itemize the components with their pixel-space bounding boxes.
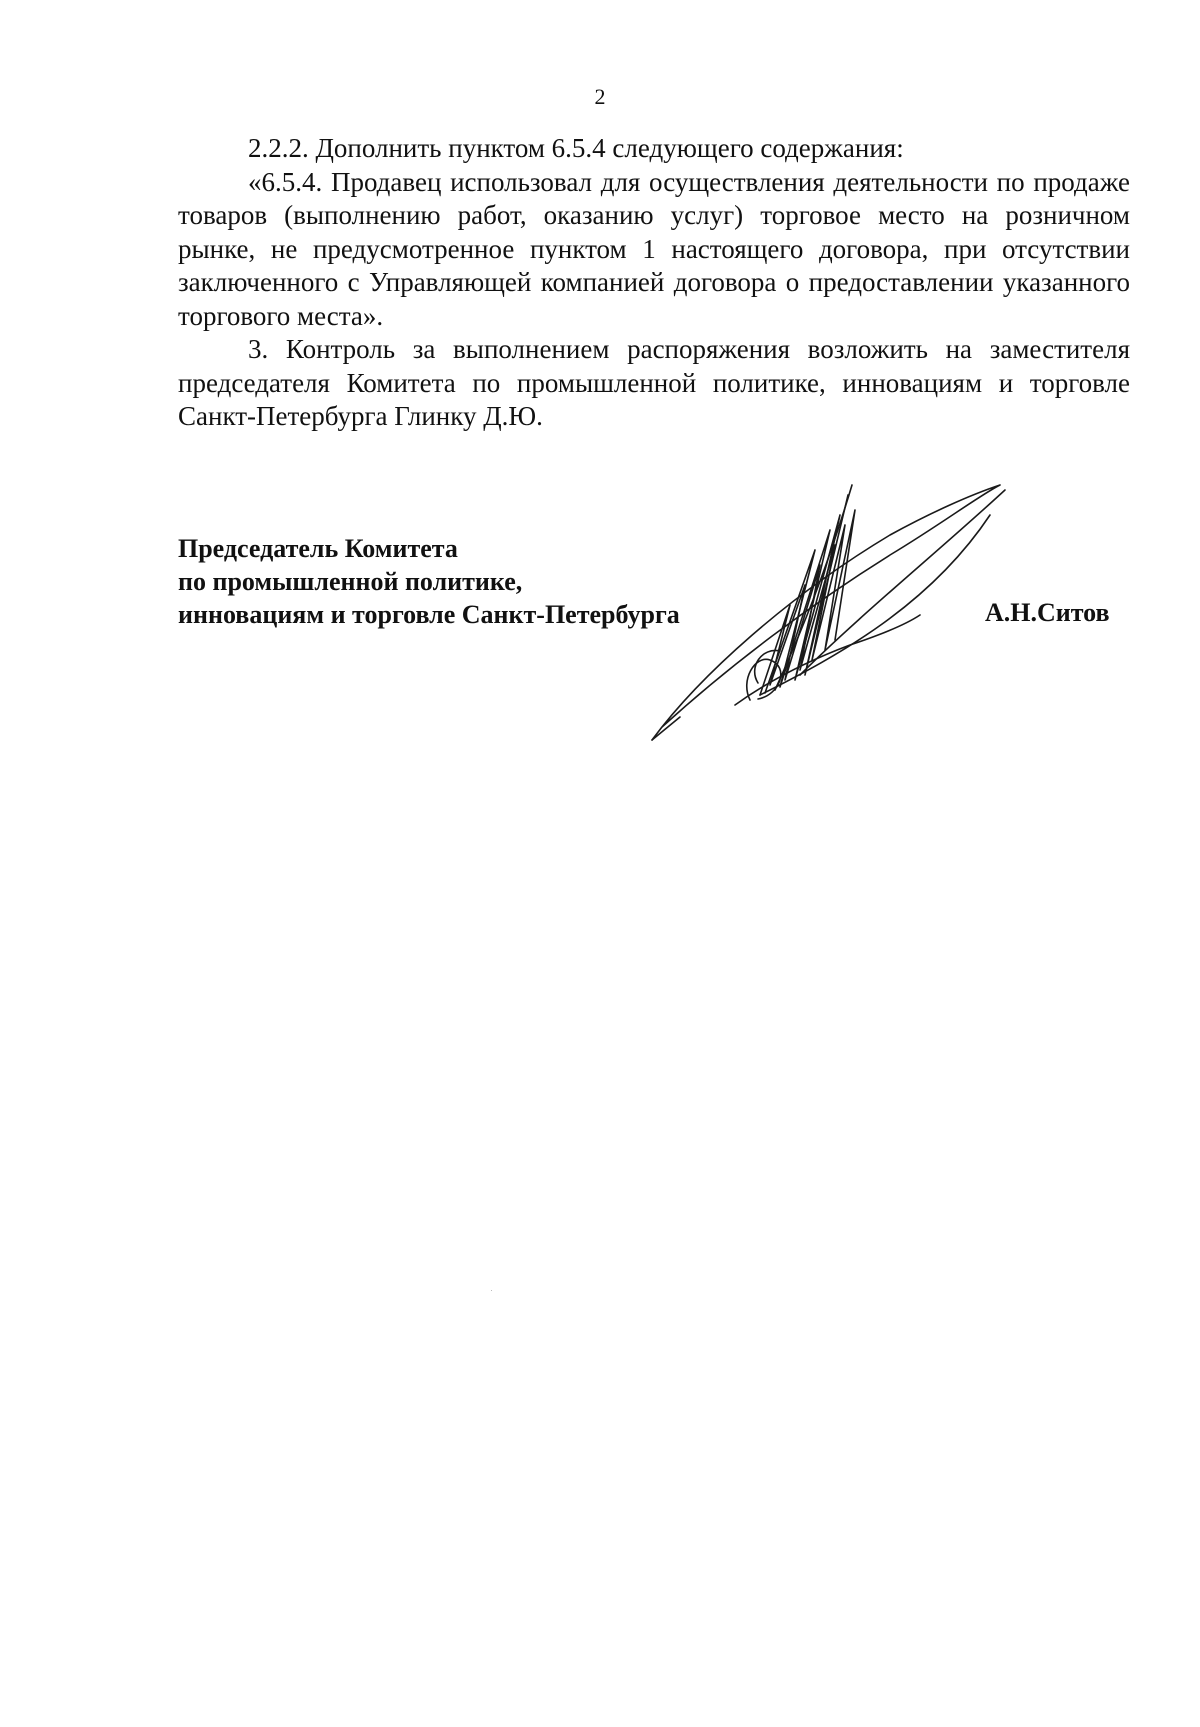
paragraph-2-2-2: 2.2.2. Дополнить пунктом 6.5.4 следующего содержания: (248, 133, 904, 163)
signatory-title-line: инновациям и торговле Санкт-Петербурга (178, 600, 680, 629)
paragraph-6-5-4: «6.5.4. Продавец использовал для осуществления деятельности по продаже товаров (выполнению работ, оказанию услуг) торговое место на розничном рынке, не предусмотренное пунктом 1 настоящего договора, при отсутствии заключенного с Управляющей компанией договора о предоставлении указанного торгового места». (178, 166, 1130, 331)
handwritten-signature (640, 455, 1010, 750)
document-body (178, 132, 1130, 434)
paragraph-3: 3. Контроль за выполнением распоряжения возложить на заместителя председателя Комитета по промышленной политике, инновациям и торговле Санкт-Петербурга Глинку Д.Ю. (178, 334, 1130, 431)
signer-name: А.Н.Ситов (985, 598, 1110, 627)
page-number: 2 (594, 84, 606, 109)
signatory-title-line: по промышленной политике, (178, 567, 523, 596)
scan-speck (491, 1290, 492, 1291)
signatory-title-line: Председатель Комитета (178, 534, 458, 563)
